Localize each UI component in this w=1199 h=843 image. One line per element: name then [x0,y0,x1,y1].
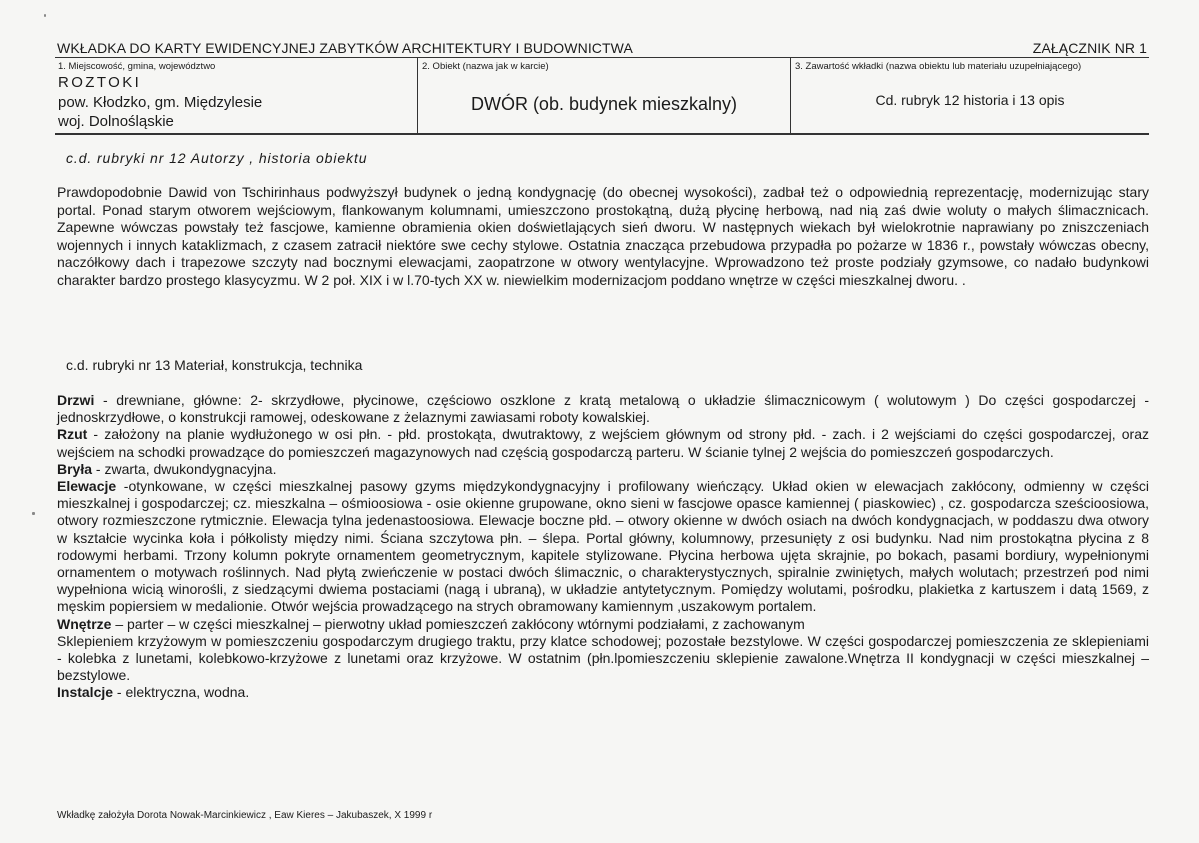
material-item [57,426,1149,460]
material-text: -otynkowane, w części mieszkalnej pasowy gzyms międzykondygnacyjny i profilowany wieńczący. Układ okien w elewacjach zakłócony, odmienny w części mieszkalnej i gospodarczej; cz. mieszkalna – ośmioosiowa - osie okienne grupowane, okno sieni w fascjowe opasce kamiennej ( piaskowiec) , cz. gospodarcza sześcioosiowa, otwory rozmieszczone rytmicznie. Elewacja tylna jedenastoosiowa. Elewacje boczne płd. – otwory okienne w dwóch osiach na dwóch kondygnacjach, w poddaszu dwa otwory w kształcie wycinka koła i półkolisty między nimi. Ściana szczytowa płn. – ślepa. Portal główny, kolumnowy, przesunięty z osi budynku. Nad nim prostokątna płycina z 8 rodowymi herbami. Trzony kolumn pokryte ornamentem geometrycznym, kapitele stylizowane. Płycina herbowa ujęta skrajnie, po bokach, pasami bordiury, wypełnionymi ornamentem o motywach roślinnych. Nad płytą zwieńczenie w postaci dwóch ślimacznic, o charakterystycznych, spiralnie zwiniętych, małych wolutach; przestrzeń pod nimi wypełniona wicią winorośli, z siedzącymi dwiema postaciami (nagą i ubraną), w układzie antytetycznym. Pomiędzy wolutami, pośrodku, plakietka z kartuszem i datą 1569, z męskim popiersiem w medalionie. Otwór wejścia prowadzącego na strych obramowany kamiennym ,uszakowym portalem. [57,478,1149,615]
material-item [57,392,1149,426]
region-name: woj. Dolnośląskie [58,113,174,130]
material-item [57,684,1149,701]
town-name: ROZTOKI [58,74,142,91]
material-item [57,478,1149,616]
material-term: Rzut [57,426,88,443]
material-term: Instalcje [57,684,114,701]
content-cell [790,58,1149,133]
material-text: - drewniane, główne: 2- skrzydłowe, płycinowe, częściowo oszklone z kratą metalową o układzie ślimacznicowym ( wolutowym ) Do części gospodarczej - jednoskrzydłowe, o konstrukcji ramowej, odeskowane z żelaznymi zawiasami roboty kowalskiej. [57,392,1149,426]
document-title: WKŁADKA DO KARTY EWIDENCYJNEJ ZABYTKÓW ARCHITEKTURY I BUDOWNICTWA [57,40,633,56]
author-footer: Wkładkę założyła Dorota Nowak-Marcinkiewicz , Eaw Kieres – Jakubaszek, X 1999 r [57,810,433,821]
content-description: Cd. rubryk 12 historia i 13 opis [875,92,1065,108]
attachment-number: ZAŁĄCZNIK NR 1 [1032,40,1147,56]
material-text: - zwarta, dwukondygnacyjna. [92,460,277,477]
section-12-text: Prawdopodobnie Dawid von Tschirinhaus podwyższył budynek o jedną kondygnację (do obecnej wysokości), zadbał też o odpowiednią reprezentację, modernizując stary portal. Ponad starym otworem wejściowym, flankowanym kolumnami, umieszczono prostokątną, dużą płycinę herbową, nad nią zaś dwie woluty o małych ślimacznicach. Zapewne wówczas powstały też fascjowe, kamienne obramienia okien doświetlających sień dworu. W następnych wiekach był wielokrotnie naprawiany po zniszczeniach wojennych i innych kataklizmach, z czasem zatracił niektóre swe cechy stylowe. Ostatnia znacząca przebudowa przypadła po pożarze w 1836 r., powstały wówczas obecny, naczółkowy dach i trapezowe szczyty nad bocznymi elewacjami, zaopatrzone w otwory wentylacyjne. Wprowadzono też proste podziały gzymsowe, co nadało budynkowi charakter bardzo prostego klasycyzmu. W 2 poł. XIX i w l.70-tych XX w. niewielkim modernizacjom poddano wnętrze w części mieszkalnej dworu. . [57,184,1149,288]
object-name: DWÓR (ob. budynek mieszkalny) [470,94,738,114]
page-header [57,40,1147,56]
material-text: Sklepieniem krzyżowym w pomieszczeniu gospodarczym drugiego traktu, przy klatce schodowej; pozostałe bezstylowe. W części gospodarczej pomieszczenia ze sklepieniami - kolebka z lunetami, kolebkowo-krzyżowe z lunetami oraz krzyżowe. W ostatnim (płn.lpomieszczeniu sklepienie zawalone.Wnętrza II kondygnacji w części mieszkalnej – bezstylowe. [57,632,1149,684]
material-item [57,616,1149,633]
object-cell [417,58,790,133]
material-text: – parter – w części mieszkalnej – pierwotny układ pomieszczeń zakłócony wtórnymi podziałami, z zachowanym [111,615,805,632]
object-label: 2. Obiekt (nazwa jak w karcie) [422,61,549,72]
material-term: Wnętrze [57,615,112,632]
metadata-table [55,57,1149,135]
section-12-heading: c.d. rubryki nr 12 Autorzy , historia obiektu [66,150,368,166]
section-13-body [57,392,1149,702]
material-text: - elektryczna, wodna. [113,684,250,701]
scan-speck [32,512,35,515]
material-term: Bryła [57,460,93,477]
location-label: 1. Miejscowość, gmina, województwo [58,61,216,72]
material-term: Drzwi [57,392,95,408]
material-term: Elewacje [57,478,117,495]
content-label: 3. Zawartość wkładki (nazwa obiektu lub materiału uzupełniającego) [795,61,1082,72]
section-13-heading: c.d. rubryki nr 13 Materiał, konstrukcja, technika [66,357,363,373]
material-text: - założony na planie wydłużonego w osi płn. - płd. prostokąta, dwutraktowy, z wejściem głównym od strony płd. - zach. i 2 wejściami do części gospodarczej, oraz wejściem na schodki prowadzące do pomieszczeń magazynowych nad częścią gospodarczą parteru. W ścianie tylnej 2 wejścia do pomieszczeń gospodarczych. [57,426,1149,460]
material-item [57,633,1149,685]
county-name: pow. Kłodzko, gm. Międzylesie [58,94,263,111]
material-item [57,461,1149,478]
scan-speck [44,14,46,17]
location-cell [55,58,417,133]
